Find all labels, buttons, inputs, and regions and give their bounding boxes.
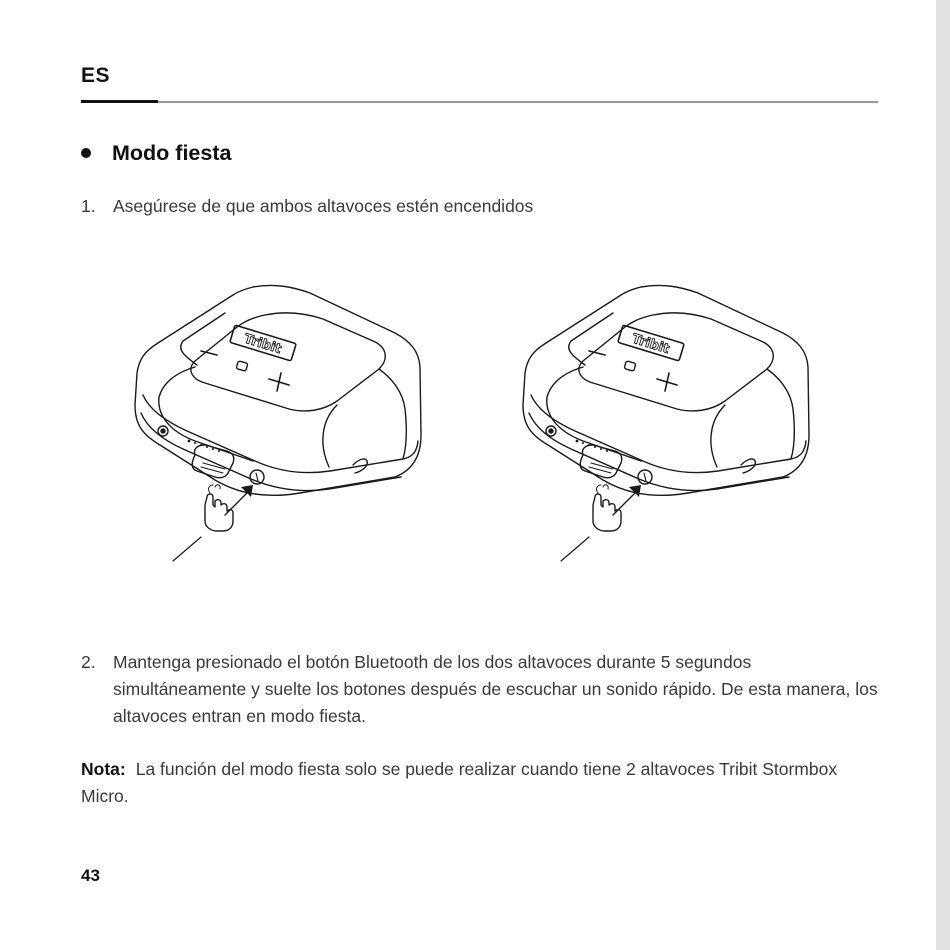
page-edge <box>936 0 950 950</box>
note-text: La función del modo fiesta solo se puede realizar cuando tiene 2 altavoces Tribit Stormbox Micro. <box>81 759 838 806</box>
svg-text:Tribit: Tribit <box>630 331 672 358</box>
section-title-text: Modo fiesta <box>112 140 232 165</box>
tribit-logo <box>230 325 296 361</box>
speaker-illustration-left <box>125 275 445 575</box>
step-number: 1. <box>81 196 96 216</box>
language-code: ES <box>81 64 111 87</box>
arrow-icon <box>613 491 637 515</box>
tribit-logo <box>618 325 684 361</box>
plus-icon <box>657 373 677 391</box>
step-text: Asegúrese de que ambos altavoces estén encendidos <box>113 196 534 216</box>
header-rule <box>81 101 878 103</box>
plus-icon <box>269 373 289 391</box>
page-number: 43 <box>81 866 100 885</box>
arrow-icon <box>225 491 249 515</box>
note-label: Nota: <box>81 759 126 779</box>
step-number: 2. <box>81 652 96 672</box>
step-1 <box>81 193 886 220</box>
hand-press-icon <box>205 485 233 531</box>
speaker-icon <box>125 275 445 575</box>
section-title <box>81 138 231 168</box>
play-pause-icon <box>236 361 248 371</box>
bullet-icon <box>81 148 91 158</box>
step-text: Mantenga presionado el botón Bluetooth de los dos altavoces durante 5 segundos simultáneamente y suelte los botones después de escuchar un sonido rápido. De esta manera, los altavoces entran en modo fiesta. <box>113 652 878 726</box>
hand-press-icon <box>593 485 621 531</box>
play-pause-icon <box>624 361 636 371</box>
speaker-icon <box>513 275 833 575</box>
step-2 <box>81 649 886 730</box>
speaker-illustration-right <box>513 275 833 575</box>
note <box>81 756 886 810</box>
svg-text:Tribit: Tribit <box>242 331 284 358</box>
header-rule-accent <box>81 100 158 103</box>
